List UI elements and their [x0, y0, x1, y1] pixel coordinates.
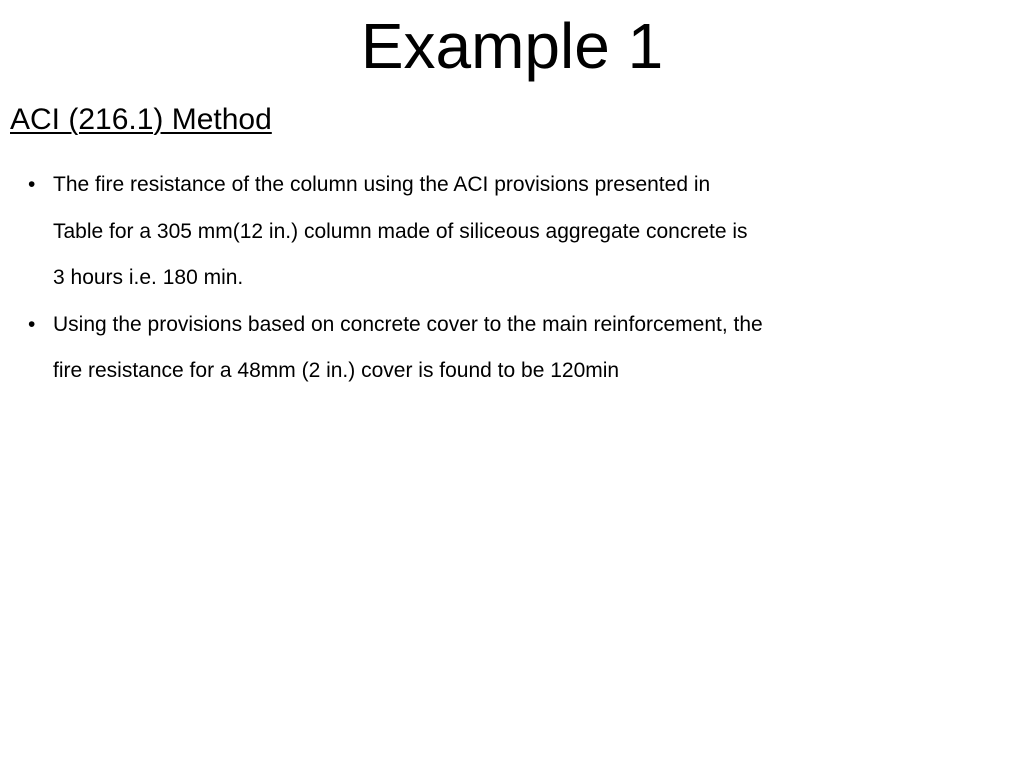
bullet-item — [26, 302, 986, 395]
section-heading: ACI (216.1) Method — [10, 103, 272, 136]
slide-title: Example 1 — [360, 10, 664, 82]
bullet-dot-icon: • — [28, 173, 36, 196]
bullet-text-line: Using the provisions based on concrete cover to the main reinforcement, the — [53, 312, 763, 336]
bullet-text-line: Table for a 305 mm(12 in.) column made of siliceous aggregate concrete is — [53, 219, 748, 243]
bullet-text-line: 3 hours i.e. 180 min. — [53, 266, 244, 289]
bullet-item — [26, 162, 986, 302]
bullet-dot-icon: • — [28, 312, 36, 336]
bullet-text-line: The fire resistance of the column using the ACI provisions presented in — [53, 173, 711, 196]
bullet-text-line: fire resistance for a 48mm (2 in.) cover is found to be 120min — [53, 359, 620, 382]
bullet-list — [26, 162, 986, 395]
